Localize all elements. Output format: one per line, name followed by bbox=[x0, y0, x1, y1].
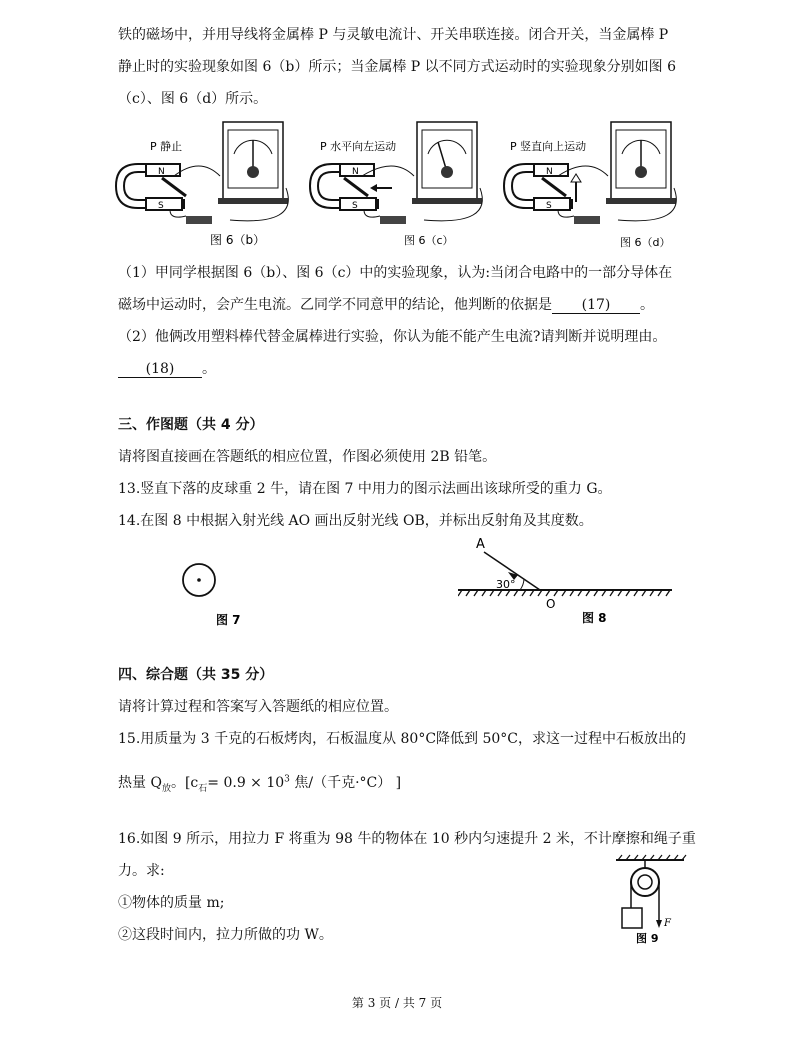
horseshoe-magnet bbox=[310, 164, 378, 210]
wire bbox=[618, 188, 676, 221]
angle-label: 30° bbox=[496, 578, 516, 591]
horseshoe-magnet bbox=[504, 164, 572, 210]
arrow-up-icon bbox=[571, 174, 581, 202]
answer-blank-17[interactable]: (17) bbox=[552, 297, 640, 314]
pulley-wheel bbox=[631, 868, 659, 896]
panel-b-caption: 图 6（b） bbox=[210, 233, 266, 247]
figure-7 bbox=[176, 562, 256, 632]
q16-line2: 力。求: bbox=[118, 863, 165, 879]
panel-c-caption: 图 6（c） bbox=[404, 234, 454, 247]
figure-9-caption: 图 9 bbox=[636, 932, 659, 945]
q12-part2-line2 bbox=[118, 358, 216, 378]
q15-heat-symbol: 热量 Q bbox=[118, 775, 162, 791]
pole-n-label: N bbox=[352, 167, 359, 177]
q12-part2-line1: （2）他俩改用塑料棒代替金属棒进行实验，你认为能不能产生电流?请判断并说明理由。 bbox=[118, 329, 667, 345]
answer-blank-18[interactable]: (18) bbox=[118, 361, 202, 378]
force-f-label: F bbox=[664, 918, 671, 929]
q15-line1: 15.用质量为 3 千克的石板烤肉，石板温度从 80°C降低到 50°C，求这一过程中石板放出的 bbox=[118, 731, 687, 747]
switch bbox=[186, 216, 212, 224]
page-footer: 第 3 页 / 共 7 页 bbox=[351, 996, 443, 1010]
section-4-heading: 四、综合题（共 35 分） bbox=[118, 667, 274, 683]
section-3-instruction: 请将图直接画在答题纸的相应位置，作图必须使用 2B 铅笔。 bbox=[118, 449, 497, 465]
figure-6b bbox=[116, 122, 288, 247]
q12-part1-text: 磁场中运动时，会产生电流。乙同学不同意甲的结论，他判断的依据是 bbox=[118, 297, 552, 313]
q15-sub-fang: 放 bbox=[161, 783, 171, 794]
q16-part-b: ②这段时间内，拉力所做的功 W。 bbox=[118, 927, 333, 943]
q15-line2 bbox=[118, 772, 401, 794]
section-4-instruction: 请将计算过程和答案写入答题纸的相应位置。 bbox=[118, 699, 398, 715]
hanging-block bbox=[622, 908, 642, 928]
galvanometer bbox=[606, 122, 676, 204]
figure-7-caption: 图 7 bbox=[216, 613, 241, 627]
intro-line-1: 铁的磁场中，并用导线将金属棒 P 与灵敏电流计、开关串联连接。闭合开关，当金属棒 P bbox=[118, 27, 669, 43]
q16-part-a: ①物体的质量 m; bbox=[118, 895, 225, 911]
metal-rod-p bbox=[344, 178, 368, 196]
q13-text: 13.竖直下落的皮球重 2 牛，请在图 7 中用力的图示法画出该球所受的重力 G。 bbox=[118, 481, 612, 497]
figure-9 bbox=[612, 852, 692, 952]
point-o-label: O bbox=[546, 597, 556, 611]
q15-exponent: 3 bbox=[284, 774, 290, 785]
panel-b-label: P 静止 bbox=[150, 140, 183, 153]
metal-rod-p bbox=[162, 178, 186, 196]
q15-sub-shi: 石 bbox=[198, 783, 208, 794]
pulley-axle bbox=[638, 875, 652, 889]
figure-6c bbox=[310, 122, 482, 247]
end-mark: 。 bbox=[640, 297, 654, 313]
wire bbox=[170, 210, 186, 217]
figure-8-caption: 图 8 bbox=[582, 611, 607, 625]
arrow-left-icon bbox=[370, 184, 392, 192]
q15-unit: 焦/（千克·°C） ] bbox=[289, 775, 402, 791]
metal-rod-p bbox=[542, 178, 566, 196]
q16-line1: 16.如图 9 所示，用拉力 F 将重为 98 牛的物体在 10 秒内匀速提升 2 米，不计摩擦和绳子重 bbox=[118, 831, 696, 847]
q14-text: 14.在图 8 中根据入射光线 AO 画出反射光线 OB，并标出反射角及其度数。 bbox=[118, 513, 593, 529]
force-arrow-icon bbox=[656, 920, 662, 928]
q12-part1-line1: （1）甲同学根据图 6（b）、图 6（c）中的实验现象，认为:当闭合电路中的一部分导体在 bbox=[118, 265, 673, 281]
switch bbox=[380, 216, 406, 224]
point-a-label: A bbox=[476, 537, 485, 552]
q12-part1-line2 bbox=[118, 294, 654, 314]
wire bbox=[364, 210, 380, 217]
figure-6 bbox=[110, 116, 690, 252]
wire bbox=[230, 188, 288, 221]
angle-arc bbox=[520, 579, 524, 590]
wire bbox=[424, 188, 482, 221]
figure-8 bbox=[458, 532, 688, 630]
section-3-heading: 三、作图题（共 4 分） bbox=[118, 417, 264, 433]
pole-n-label: N bbox=[158, 167, 165, 177]
q15-value: = 0.9 × 10 bbox=[207, 775, 285, 791]
intro-line-2: 静止时的实验现象如图 6（b）所示；当金属棒 P 以不同方式运动时的实验现象分别如图 6 bbox=[118, 59, 676, 75]
pole-s-label: S bbox=[352, 201, 358, 211]
galvanometer bbox=[412, 122, 482, 204]
figure-6d bbox=[504, 122, 676, 249]
panel-c-label: P 水平向左运动 bbox=[320, 140, 397, 153]
q15-c-symbol: 。[c bbox=[170, 775, 199, 791]
intro-line-3: （c）、图 6（d）所示。 bbox=[118, 91, 268, 107]
pole-s-label: S bbox=[546, 201, 552, 211]
wire bbox=[558, 210, 574, 217]
switch bbox=[574, 216, 600, 224]
pole-n-label: N bbox=[546, 167, 553, 177]
panel-d-label: P 竖直向上运动 bbox=[510, 140, 587, 153]
galvanometer bbox=[218, 122, 288, 204]
panel-d-caption: 图 6（d） bbox=[620, 236, 671, 249]
pole-s-label: S bbox=[158, 201, 164, 211]
ball-center-dot bbox=[197, 578, 201, 582]
end-mark: 。 bbox=[202, 361, 216, 377]
